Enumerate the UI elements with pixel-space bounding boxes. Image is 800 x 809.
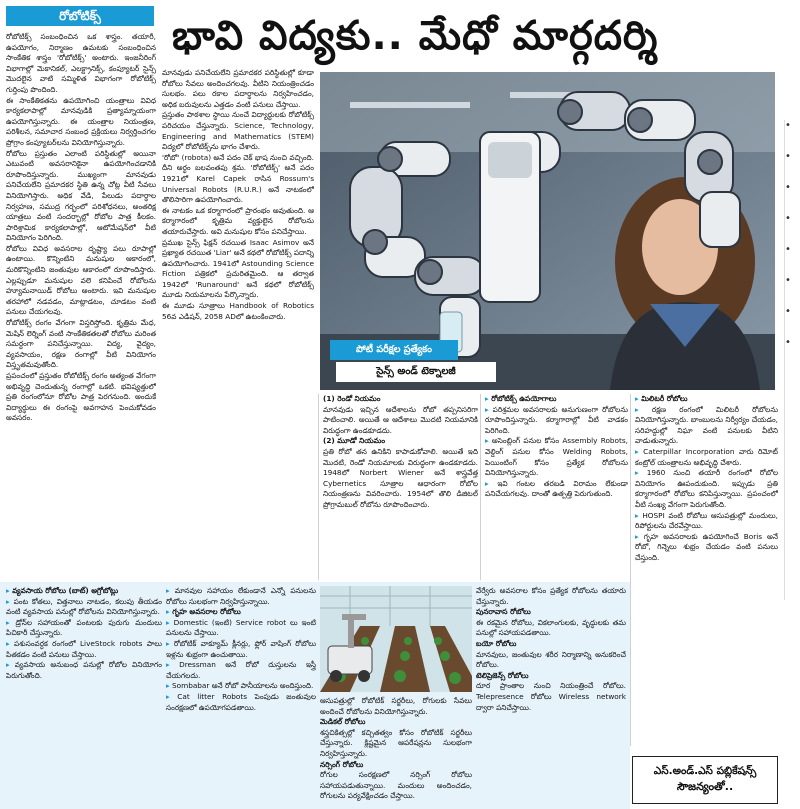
column-5 — [630, 394, 778, 746]
paragraph: ఆసుపత్రుల్లో రోబోటిక్ సర్జరీలు, రోగులకు సేవలు అందించే రోబోలను వినియోగిస్తున్నారు. — [320, 696, 472, 716]
subheading: (1) రెండో నియమం — [323, 394, 381, 403]
list-item: ▸ రక్షణ రంగంలో మిలిటరీ రోబోలను వినియోగిస్తున్నారు. బాంబులను నిర్వీర్యం చేయడం, సరిహద్దుల్లో నిఘా వంటి పనులకు వీటిని వాడుతున్నారు. — [635, 405, 778, 447]
bullet-icon: • — [785, 306, 791, 317]
list-item: ▸ పంట కోతలు, విత్తనాలు నాటడం, కలుపు తీయడం వంటి వ్యవసాయ పనుల్లో రోబోలను వినియోగిస్తున్నారు. — [6, 597, 162, 618]
bullet-icon: • — [785, 244, 791, 255]
caption-category: సైన్స్ అండ్ టెక్నాలజీ — [336, 362, 496, 382]
subheading: పునరావాస రోబోలు — [476, 607, 531, 617]
subheading: నర్సింగ్ రోబోలు — [320, 759, 364, 769]
subheading: (2) మూడో నియమం — [323, 436, 386, 446]
caption-strip: పోటీ పరీక్షల ప్రత్యేకం — [330, 340, 458, 360]
adjacent-page-edge — [784, 120, 800, 600]
paragraph: మానవుడు ఇచ్చిన ఆదేశాలను రోబో తప్పనిసరిగా పాటించాలి. అయితే ఆ ఆదేశాలు మొదటి నియమానికి విరుద్ధంగా ఉండకూడదు. — [323, 404, 478, 435]
subheading: ▸ మిలిటరీ రోబోలు — [635, 394, 778, 405]
paragraph: రోబోటిక్స్ సంబంధించిన ఒక శాస్త్రం. తయారీ, ఉపయోగం, నిర్మాణం ఉమటకు సంబంధించిన సాంకేతిక శాస్త్రం 'రోబోటిక్స్' అంటారు. ఇంజనీరింగ్ విభాగాల్లో మెకానికల్, ఎలక్ట్రానిక్స్, కంప్యూటర్ సైన్స్ మొదలైన వాటి సమ్మిళిత విభాగంగా రోబోటిక్స్ గుర్తింపు పొందింది. — [6, 32, 156, 94]
paragraph: ఈ మూడు సూత్రాలు Handbook of Robotics 56వ ఎడిషన్, 2058 ADలో ఉటంకించారు. — [162, 301, 314, 321]
paragraph: ఈ సాంకేతికతను ఉపయోగించి యంత్రాలు వివిధ కార్యకలాపాల్లో మానవుడికి ప్రత్యామ్నాయంగా ఉపయోగిస్తున్నారు. ఈ యంత్రాల నియంత్రణ, పరిశీలన, సమాచార సంబంధ ప్రక్రియలు నిర్వర్తించగల ప్రోగ్రాం కంప్యూటర్‌లను వినియోగిస్తున్నారు. — [6, 95, 156, 147]
column-4 — [480, 394, 628, 580]
subheading: ▸ రోబోటిక్స్ ఉపయోగాలు — [485, 394, 628, 405]
paragraph: ప్రముఖ సైన్స్ ఫిక్షన్ రచయిత Isaac Asimov అనే ప్రఖ్యాత రచయిత 'Liar' అనే కథలో రోబోటిక్స్ పదాన్ని ఉపయోగించారు. 1941లో Astounding Science Fiction పత్రికలో ప్రచురితమైంది. ఆ తర్వాత 1942లో 'Runaround' అనే కథలో రోబోటిక్స్ మూడు నియమాలను పేర్కొన్నారు. — [162, 237, 314, 300]
credit-line-2: సౌజన్యంతో.. — [676, 780, 734, 793]
paragraph: మానవుడు పనిచేయలేని ప్రమాదకర పరిస్థితుల్లో కూడా రోబోలు సేవలు అందించగలవు. వీటిని నియంత్రించడం సులభం. పలు రకాల పదార్థాలను నిర్వహించడం, అధిక బరువులను ఎత్తడం వంటి పనులు చేస్తాయి. — [162, 68, 314, 109]
bottom-column-2 — [166, 586, 316, 804]
paragraph: ప్రస్తుతం పాఠశాల స్థాయి నుంచే విద్యార్థులకు రోబోటిక్స్ పరిచయం చేస్తున్నారు. Science, Technology, Engineering and Mathematics (STEM) విద్యలో రోబోటిక్స్‌ను భాగం చేశారు. — [162, 110, 314, 152]
paragraph: ప్రపంచంలో ప్రస్తుతం రోబోటిక్స్ రంగం అత్యంత వేగంగా అభివృద్ధి చెందుతున్న రంగాల్లో ఒకటి. భవిష్యత్తులో ప్రతి రంగంలోనూ రోబోల పాత్ర పెరగనుంది. అందుకే విద్యార్థులు ఈ రంగంపై అవగాహన పెంచుకోవడం అవసరం. — [6, 371, 156, 423]
paragraph: ప్రతి రోబో తన ఉనికిని కాపాడుకోవాలి. అయితే ఇది మొదటి, రెండో నియమాలకు విరుద్ధంగా ఉండకూడదు. 1948లో Norbert Wiener అనే శాస్త్రవేత్త Cybernetics సూత్రాల ఆధారంగా రోబోల నియంత్రణను వివరించారు. 1954లో తొలి డిజిటల్ ప్రోగ్రామబుల్ రోబోను రూపొందించారు. — [323, 446, 478, 509]
list-item: ▸ 1960 నుంచి తయారీ రంగంలో రోబోల వినియోగం ఊపందుకుంది. ఇప్పుడు ప్రతి కర్మాగారంలో రోబోలు కనిపిస్తున్నాయి. ప్రపంచంలో వీటి సంఖ్య వేగంగా పెరుగుతోంది. — [635, 468, 778, 510]
list-item: ▸ Caterpillar Incorporation వారు రిమోట్ కంట్రోల్ యంత్రాలను అభివృద్ధి చేశారు. — [635, 447, 778, 468]
paragraph: రోబోలు ప్రస్తుతం ఎలాంటి పరిస్థితుల్లో అయినా ఎటువంటి అవసరానికైనా ఉపయోగించడానికి రూపొందిస్తున్నారు. ముఖ్యంగా మానవుడు పనిచేయలేని ప్రమాదకర స్థితి ఉన్న చోట్ల వీటి సేవలు వినియోగిస్తారు. అధిక వేడి, పేలుడు పదార్థాల నిర్వహణ, సముద్ర గర్భంలో పరిశోధనలు, అంతరిక్ష యాత్రలు వంటి సందర్భాల్లో రోబోల పాత్ర కీలకం. పారిశ్రామిక కార్యకలాపాల్లో, ఆటోమేషన్‌లో వీటి వినియోగం పెరిగింది. — [6, 148, 156, 243]
paragraph: 'రోబో' (robota) అనే పదం చెక్ భాష నుంచి వచ్చింది. దీని అర్థం బలవంతపు శ్రమ. 'రోబోటిక్స్' అనే పదం 1921లో Karel Capek రాసిన Rossum's Universal Robots (R.U.R.) అనే నాటకంలో తొలిసారిగా ఉపయోగించారు. — [162, 152, 314, 205]
subheading: మెడికల్ రోబోలు — [320, 717, 366, 727]
column-2 — [162, 68, 314, 580]
subheading: ▸ గృహ అవసరాల రోబోలు — [166, 607, 316, 618]
bottom-column-3 — [320, 696, 472, 804]
bottom-column-1 — [6, 586, 162, 804]
paragraph: శస్త్రచికిత్సల్లో కచ్చితత్వం కోసం రోబోటిక్ సర్జరీలు చేస్తున్నారు. క్లిష్టమైన ఆపరేషన్లను సులభంగా నిర్వహిస్తున్నారు. — [320, 727, 472, 758]
list-item: ▸ పశుసంవర్ధక రంగంలో LiveStock robots పాలు పితకడం వంటి పనులు చేస్తాయి. — [6, 639, 162, 660]
list-item: ▸ అసెంబ్లింగ్ పనుల కోసం Assembly Robots, వెల్డింగ్ పనుల కోసం Welding Robots, పెయింటింగ్ కోసం ప్రత్యేక రోబోలను వినియోగిస్తున్నారు. — [485, 436, 628, 478]
paragraph: రోబోలు వివిధ అవసరాల దృష్ట్యా పలు రూపాల్లో ఉంటాయి. కొన్నింటిని మనుషుల ఆకారంలో, మరికొన్నింటిని జంతువుల ఆకారంలో రూపొందిస్తారు. ఎల్లప్పుడూ మనుషుల వలె కనిపించే రోబోలను హ్యూమనాయిడ్ రోబోలు అంటారు. ఇవి మనుషుల తరహాలో నడవడం, మాట్లాడటం, చూడటం వంటి పనులు చేయగలవు. — [6, 243, 156, 317]
bullet-icon: • — [785, 182, 791, 193]
list-item: ▸ డ్రోన్‌ల సహాయంతో పంటలకు పురుగు మందులు పిచికారీ చేస్తున్నారు. — [6, 618, 162, 639]
list-item: ▸ Dressman అనే రోబో దుస్తులను ఇస్త్రీ చేయగలదు. — [166, 660, 316, 681]
list-item: ▸ HOSPI వంటి రోబోలు ఆసుపత్రుల్లో మందులు, రిపోర్టులను చేరవేస్తాయి. — [635, 511, 778, 532]
paragraph: మానవులు, జంతువుల శరీర నిర్మాణాన్ని అనుకరించే రోబోలు. — [476, 649, 626, 670]
paragraph: ఈ నాటకం ఒక కర్మాగారంలో ప్రారంభం అవుతుంది. ఆ కర్మాగారంలో కృత్రిమ వ్యక్తులైన రోబోలను తయారుచేస్తారు. అవి మనుషుల కోసం పనిచేస్తాయి. — [162, 205, 314, 236]
bullet-icon: • — [785, 337, 791, 348]
paragraph: రోబోటిక్స్ రంగం వేగంగా విస్తరిస్తోంది. కృత్రిమ మేధ, మెషిన్ లెర్నింగ్ వంటి సాంకేతికతలతో రోబోలు మరింత సమర్థంగా పనిచేస్తున్నాయి. విద్య, వైద్యం, వ్యవసాయం, రక్షణ రంగాల్లో వీటి వినియోగం విస్తృతమవుతోంది. — [6, 318, 156, 370]
subheading: బయో రోబోలు — [476, 638, 517, 648]
credit-line-1: ఎస్.అండ్.ఎస్ పబ్లికేషన్స్ — [653, 765, 757, 777]
bullet-icon: • — [785, 120, 791, 131]
paragraph: దూర ప్రాంతాల నుంచి నియంత్రించే రోబోలు. Telepresence రోబోలు Wireless network ద్వారా పనిచేస్తాయి. — [476, 681, 626, 712]
bottom-column-4 — [476, 586, 626, 804]
list-item: ▸ పరిశ్రమల అవసరాలకు అనుగుణంగా రోబోలను రూపొందిస్తున్నారు. కర్మాగారాల్లో వీటి వాడకం పెరిగింది. — [485, 405, 628, 437]
page-title: భావి విద్యకు.. మేధో మార్గదర్శి — [172, 13, 659, 59]
credit-box — [632, 756, 778, 804]
list-item: ▸ రోబోటిక్ వాక్యూమ్ క్లీనర్లు, ఫ్లోర్ వాషింగ్ రోబోలు ఇళ్లను శుభ్రంగా ఉంచుతాయి. — [166, 639, 316, 660]
list-item: ▸ గృహ అవసరాలకు ఉపయోగించే Boris అనే రోబో, గిన్నెలు శుభ్రం చేయడం వంటి పనులు చేస్తుంది. — [635, 532, 778, 564]
column-1 — [6, 32, 156, 580]
greenhouse-robot-photo — [320, 586, 472, 692]
paragraph: ▸ మానవుల సహాయం లేకుండానే ఎన్నో పనులను రోబోలు సులభంగా నిర్వహిస్తున్నాయి. — [166, 586, 316, 607]
paragraph: వేర్వేరు అవసరాల కోసం ప్రత్యేక రోబోలను తయారు చేస్తున్నారు. — [476, 586, 626, 606]
bullet-icon: • — [785, 275, 791, 286]
list-item: ▸ Sombabar అనే రోబో పానీయాలను అందిస్తుంది. — [166, 681, 316, 692]
column-3 — [318, 394, 478, 580]
subheading: టెలిప్రెజెన్స్ రోబోలు — [476, 670, 529, 680]
bullet-icon: • — [785, 213, 791, 224]
subheading: ▸ వ్యవసాయ రోబోలు (బాట్) అగ్రోబోట్లు — [6, 586, 162, 597]
bullet-icon: • — [785, 151, 791, 162]
paragraph: ఈ రకమైన రోబోలు, వికలాంగులకు, వృద్ధులకు తమ పనుల్లో సహాయపడతాయి. — [476, 617, 626, 638]
list-item: ▸ వ్యవసాయ అనుబంధ పనుల్లో రోబోల వినియోగం పెరుగుతోంది. — [6, 660, 162, 681]
list-item: ▸ Cat litter Robots పెంపుడు జంతువుల సంరక్షణలో ఉపయోగపడతాయి. — [166, 692, 316, 713]
list-item: ▸ Domestic (ఇంటి) Service robot లు ఇంటి పనులను చేస్తాయి. — [166, 618, 316, 639]
greenhouse-illustration — [320, 586, 472, 692]
list-item: ▸ ఇవి గంటల తరబడి విరామం లేకుండా పనిచేయగలవు. దాంతో ఉత్పత్తి పెరుగుతుంది. — [485, 479, 628, 500]
paragraph: రోగుల సంరక్షణలో నర్సింగ్ రోబోలు సహాయపడుతున్నాయి. మందులు అందించడం, రోగులను పర్యవేక్షించడం చేస్తాయి. — [320, 770, 472, 801]
section-tag: రోబోటిక్స్ — [6, 6, 154, 26]
